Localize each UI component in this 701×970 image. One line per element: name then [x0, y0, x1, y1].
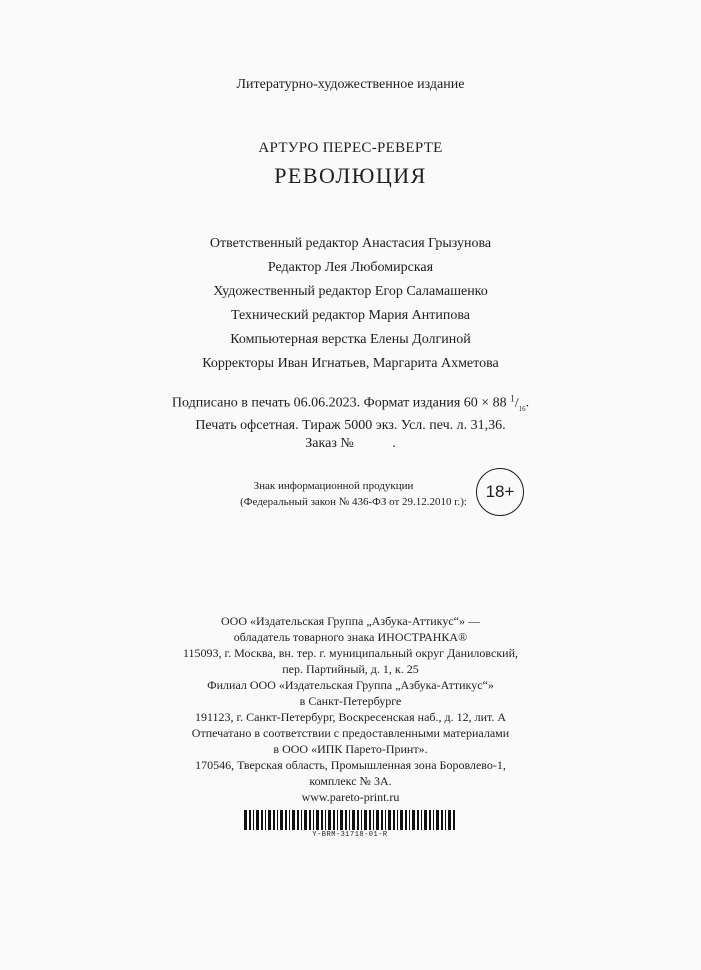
sign-law: (Федеральный закон № 436-ФЗ от 29.12.2010 г.): [240, 496, 467, 508]
info-product-sign [200, 478, 467, 510]
barcode-text: Y-BRM-31718-01-R [312, 831, 388, 839]
publisher-line: 191123, г. Санкт-Петербург, Воскресенская наб., д. 12, лит. А [194, 710, 507, 724]
publisher-line: 115093, г. Москва, вн. тер. г. муниципальный округ Даниловский, [182, 646, 519, 660]
format-end: . [525, 395, 530, 411]
book-title: РЕВОЛЮЦИЯ [274, 163, 427, 188]
print-details-line-1 [0, 389, 701, 417]
publisher-line: 170546, Тверская область, Промышленная зона Боровлево-1, [195, 758, 506, 772]
credit-line: Компьютерная верстка Елены Долгиной [230, 332, 471, 347]
publisher-line: в ООО «ИПК Парето-Принт». [273, 742, 428, 756]
author-name: АРТУРО ПЕРЕС-РЕВЕРТЕ [258, 140, 443, 156]
barcode-icon [242, 810, 458, 830]
format-denominator: 16 [518, 404, 526, 413]
credits-block [0, 232, 701, 376]
publisher-line: ООО «Издательская Группа „Азбука-Аттикус“» — [221, 614, 480, 628]
credit-line: Художественный редактор Егор Саламашенко [213, 284, 488, 299]
publisher-line: обладатель товарного знака ИНОСТРАНКА® [233, 630, 468, 644]
publisher-line: Филиал ООО «Издательская Группа „Азбука-Аттикус“» [207, 678, 494, 692]
print-details [0, 389, 701, 453]
credit-line: Редактор Лея Любомирская [267, 260, 434, 275]
publisher-line: Отпечатано в соответствии с предоставленными материалами [191, 726, 510, 740]
barcode [242, 810, 458, 850]
series-line: Литературно-художественное издание [236, 77, 465, 92]
sign-label: Знак информационной продукции [253, 480, 414, 492]
publisher-line: пер. Партийный, д. 1, к. 25 [282, 662, 419, 676]
publisher-line: в Санкт-Петербурге [299, 694, 402, 708]
print-details-line-2: Печать офсетная. Тираж 5000 экз. Усл. печ. л. 31,36. [195, 418, 506, 434]
credit-line: Технический редактор Мария Антипова [231, 308, 470, 323]
format-separator: / [514, 395, 519, 411]
age-rating-badge: 18+ [476, 468, 524, 516]
credit-line: Ответственный редактор Анастасия Грызунова [209, 236, 492, 251]
publisher-website: www.pareto-print.ru [301, 790, 400, 804]
publisher-line: комплекс № 3А. [309, 774, 392, 788]
format-text: Подписано в печать 06.06.2023. Формат издания 60 × 88 [171, 395, 511, 411]
order-number-line: Заказ № . [305, 436, 396, 452]
credit-line: Корректоры Иван Игнатьев, Маргарита Ахметова [202, 356, 499, 371]
publisher-block [0, 613, 701, 805]
format-numerator: 1 [510, 393, 515, 403]
format-fraction [510, 393, 526, 413]
